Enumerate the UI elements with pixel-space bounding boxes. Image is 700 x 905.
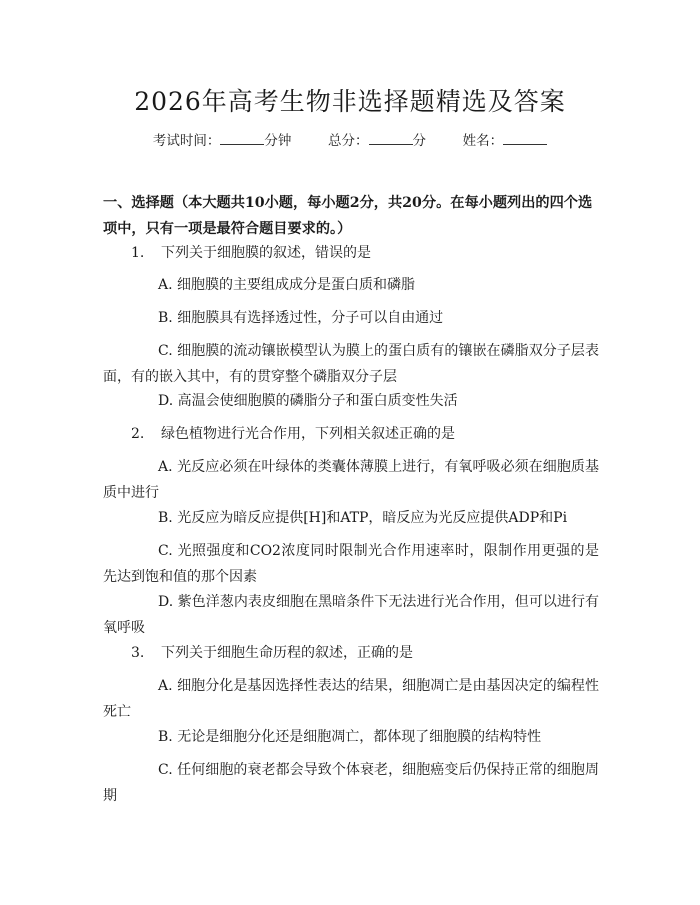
q2-option-a: A. 光反应必须在叶绿体的类囊体薄膜上进行，有氧呼吸必须在细胞质基质中进行 <box>103 459 599 501</box>
question-stem: 绿色植物进行光合作用，下列相关叙述正确的是 <box>161 426 455 442</box>
question-stem: 下列关于细胞生命历程的叙述，正确的是 <box>161 645 413 661</box>
question-3 <box>103 640 603 666</box>
section-heading: 一、选择题（本大题共10小题，每小题2分，共20分。在每小题列出的四个选项中，只有一项是最符合题目要求的。） <box>103 195 593 237</box>
question-number: 2. <box>131 426 145 442</box>
q1-option-b: B. 细胞膜具有选择透过性，分子可以自由通过 <box>158 310 444 326</box>
time-label: 考试时间： <box>152 133 221 149</box>
q3-option-b: B. 无论是细胞分化还是细胞凋亡，都体现了细胞膜的结构特性 <box>158 729 542 745</box>
q2-option-d: D. 紫色洋葱内表皮细胞在黑暗条件下无法进行光合作用，但可以进行有氧呼吸 <box>103 594 599 636</box>
question-2 <box>103 421 603 447</box>
q1-option-a: A. 细胞膜的主要组成成分是蛋白质和磷脂 <box>158 277 416 293</box>
q1-option-c: C. 细胞膜的流动镶嵌模型认为膜上的蛋白质有的镶嵌在磷脂双分子层表面，有的嵌入其中，有的贯穿整个磷脂双分子层 <box>103 343 599 385</box>
q3-option-c: C. 任何细胞的衰老都会导致个体衰老，细胞癌变后仍保持正常的细胞周期 <box>103 762 599 804</box>
time-blank <box>220 132 264 145</box>
score-blank <box>369 132 413 145</box>
name-blank <box>503 132 547 145</box>
name-label: 姓名： <box>462 133 504 149</box>
page-title: 2026年高考生物非选择题精选及答案 <box>134 87 566 116</box>
exam-meta-line <box>0 131 700 151</box>
score-unit: 分 <box>412 133 426 149</box>
question-1 <box>103 240 603 266</box>
question-number: 1. <box>131 245 145 261</box>
q3-option-a: A. 细胞分化是基因选择性表达的结果，细胞凋亡是由基因决定的编程性死亡 <box>103 678 599 720</box>
time-unit: 分钟 <box>264 133 292 149</box>
question-number: 3. <box>131 645 145 661</box>
q1-option-d: D. 高温会使细胞膜的磷脂分子和蛋白质变性失活 <box>158 393 458 409</box>
q2-option-c: C. 光照强度和CO2浓度同时限制光合作用速率时，限制作用更强的是先达到饱和值的那个因素 <box>103 543 599 585</box>
question-stem: 下列关于细胞膜的叙述，错误的是 <box>161 245 371 261</box>
q2-option-b: B. 光反应为暗反应提供[H]和ATP，暗反应为光反应提供ADP和Pi <box>158 510 568 526</box>
score-label: 总分： <box>328 133 369 149</box>
